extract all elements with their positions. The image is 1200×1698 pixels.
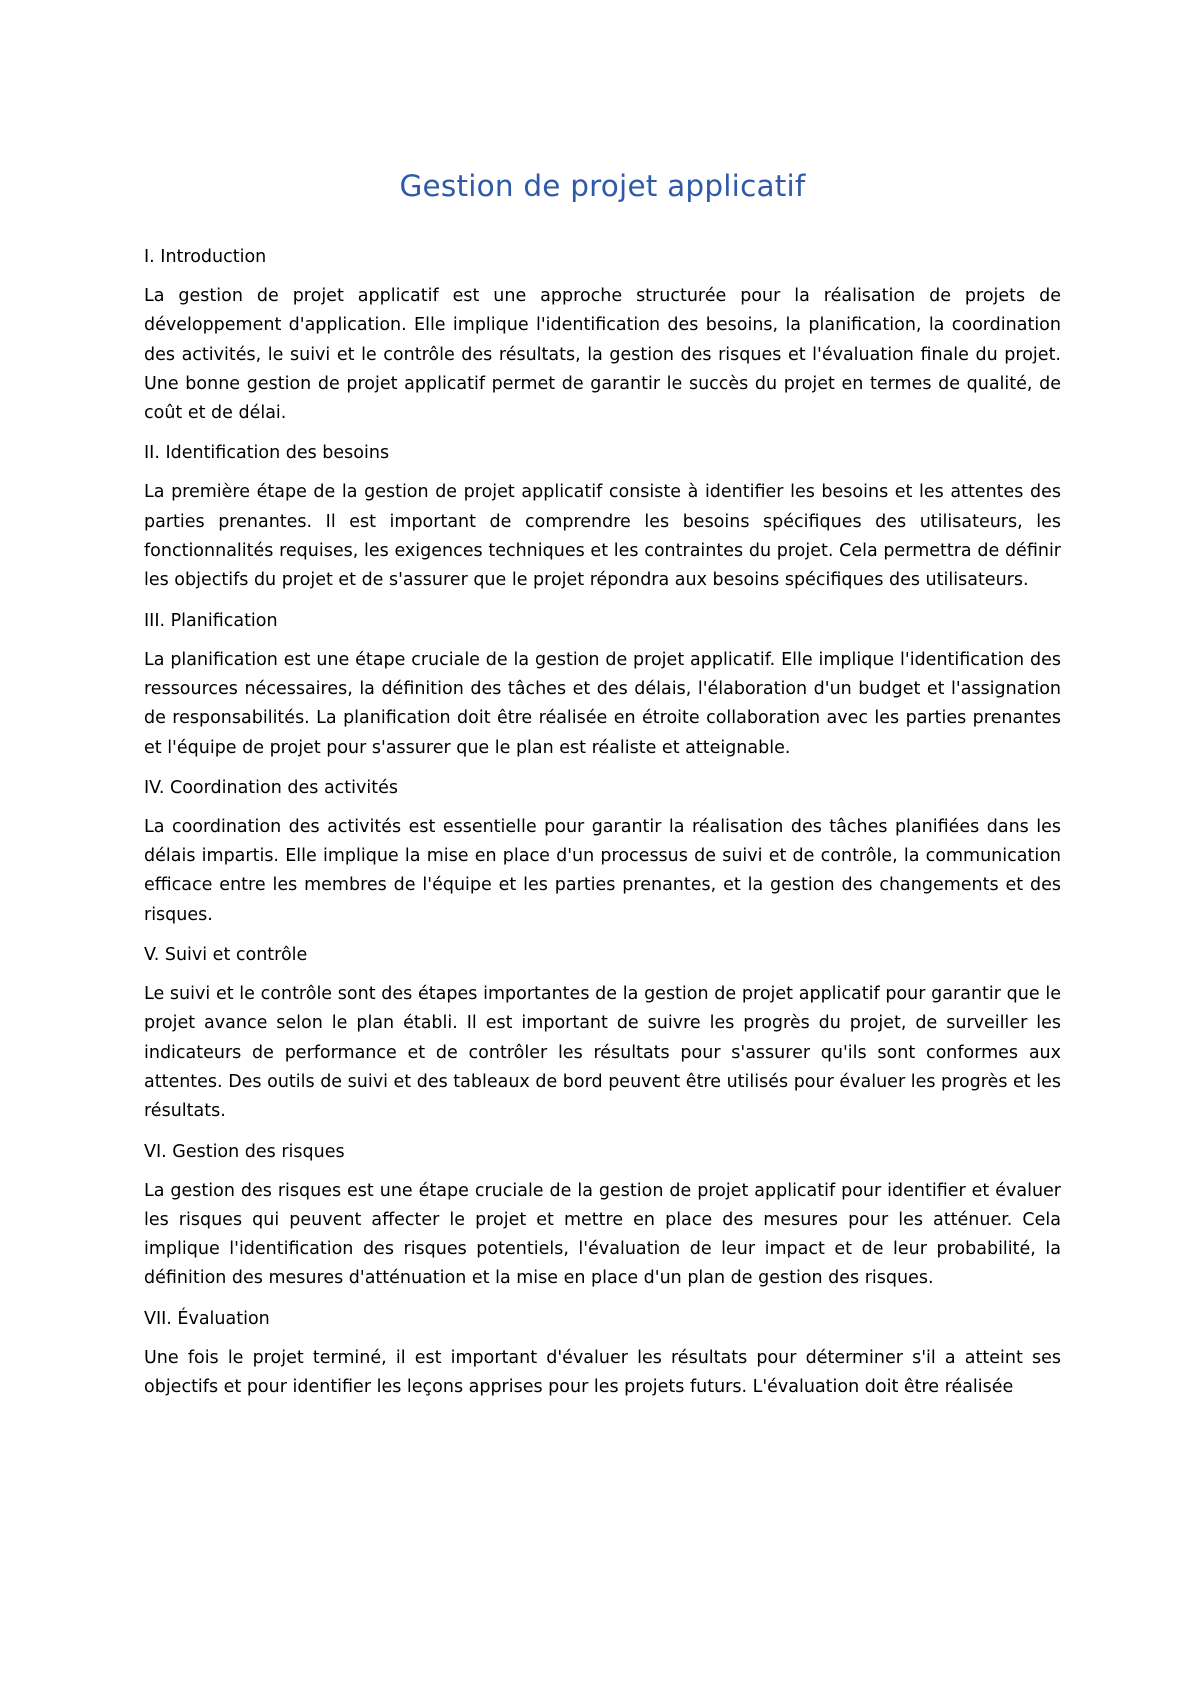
document-title: Gestion de projet applicatif <box>399 169 806 203</box>
section-heading-suivi: V. Suivi et contrôle <box>144 945 308 966</box>
section-heading-coordination: IV. Coordination des activités <box>144 777 398 798</box>
section-body-introduction: La gestion de projet applicatif est une approche structurée pour la réalisation de projets de développement d'application. Elle implique l'identification des besoins, la planification, la coordination des activités, le suivi et le contrôle des résultats, la gestion des risques et l'évaluation finale du projet. Une bonne gestion de projet applicatif permet de garantir le succès du projet en termes de qualité, de coût et de délai. <box>144 286 1061 424</box>
section-body-identification: La première étape de la gestion de projet applicatif consiste à identifier les besoins et les attentes des parties prenantes. Il est important de comprendre les besoins spécifiques des utilisateurs, les fonctionnalités requises, les exigences techniques et les contraintes du projet. Cela permettra de définir les objectifs du projet et de s'assurer que le projet répondra aux besoins spécifiques des utilisateurs. <box>144 482 1061 591</box>
section-body-coordination: La coordination des activités est essentielle pour garantir la réalisation des tâches planifiées dans les délais impartis. Elle implique la mise en place d'un processus de suivi et de contrôle, la communication efficace entre les membres de l'équipe et les parties prenantes, et la gestion des changements et des risques. <box>144 816 1061 925</box>
section-heading-introduction: I. Introduction <box>144 247 267 267</box>
section-body-risques: La gestion des risques est une étape cruciale de la gestion de projet applicatif pour identifier et évaluer les risques qui peuvent affecter le projet et mettre en place des mesures pour les atténuer. Cela implique l'identification des risques potentiels, l'évaluation de leur impact et de leur probabilité, la définition des mesures d'atténuation et la mise en place d'un plan de gestion des risques. <box>144 1180 1061 1289</box>
section-heading-identification: II. Identification des besoins <box>144 443 390 464</box>
section-body-evaluation: Une fois le projet terminé, il est important d'évaluer les résultats pour déterminer s'il a atteint ses objectifs et pour identifier les leçons apprises pour les projets futurs. L'évaluation doit être réalisée <box>144 1347 1061 1398</box>
section-heading-planification: III. Planification <box>144 610 278 631</box>
section-heading-risques: VI. Gestion des risques <box>144 1141 345 1162</box>
document-content <box>144 166 1061 1414</box>
section-heading-evaluation: VII. Évaluation <box>144 1308 270 1329</box>
section-body-suivi: Le suivi et le contrôle sont des étapes importantes de la gestion de projet applicatif pour garantir que le projet avance selon le plan établi. Il est important de suivre les progrès du projet, de surveiller les indicateurs de performance et de contrôler les résultats pour s'assurer qu'ils sont conformes aux attentes. Des outils de suivi et des tableaux de bord peuvent être utilisés pour évaluer les progrès et les résultats. <box>144 984 1061 1122</box>
section-body-planification: La planification est une étape cruciale de la gestion de projet applicatif. Elle implique l'identification des ressources nécessaires, la définition des tâches et des délais, l'élaboration d'un budget et l'assignation de responsabilités. La planification doit être réalisée en étroite collaboration avec les parties prenantes et l'équipe de projet pour s'assurer que le plan est réaliste et atteignable. <box>144 649 1061 758</box>
